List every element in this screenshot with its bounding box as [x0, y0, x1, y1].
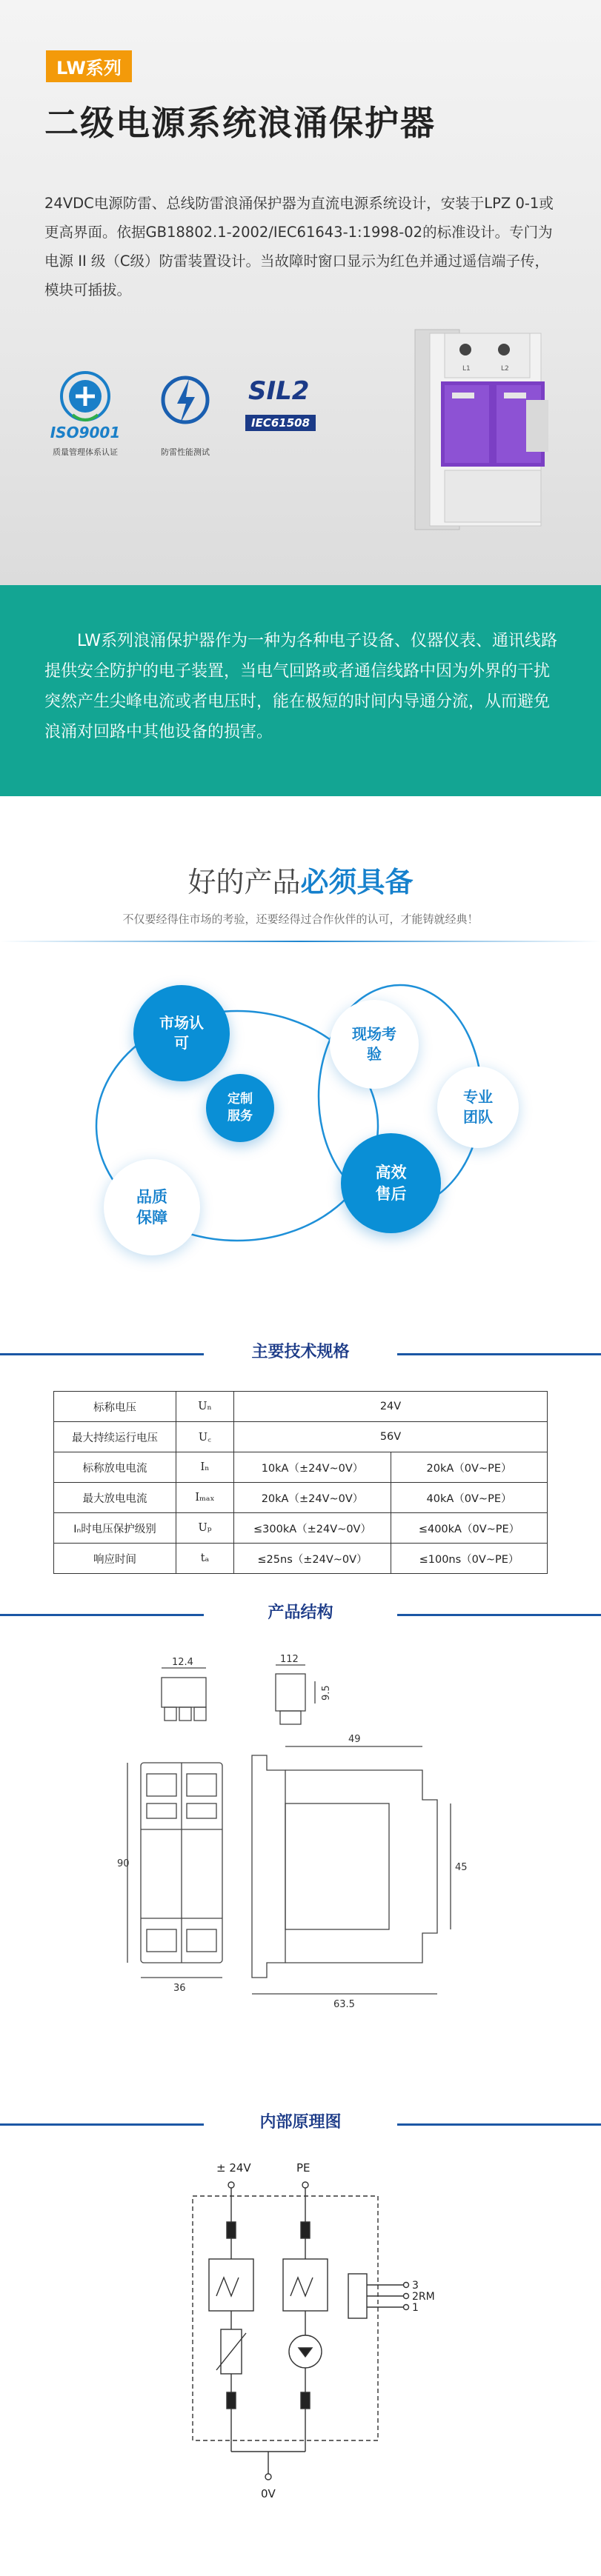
- series-badge: LW系列: [46, 50, 132, 82]
- spec-symbol: Iₙ: [176, 1452, 234, 1483]
- certification-row: [44, 363, 326, 467]
- terminal-3: 3: [412, 2280, 419, 2292]
- must-have-subtitle: 不仅要经得住市场的考验，还要经得过合作伙伴的认可，才能铸就经典！: [122, 912, 479, 926]
- spec-symbol: Uₚ: [176, 1513, 234, 1544]
- sil-standard: IEC61508: [245, 415, 316, 431]
- spec-name: 最大持续运行电压: [54, 1422, 176, 1452]
- spec-title: 主要技术规格: [251, 1343, 350, 1361]
- spec-value-1: 20kA（±24V~0V）: [234, 1483, 391, 1513]
- bubble-quality: 品质保障: [104, 1159, 200, 1255]
- must-have-title-a: 好的产品: [187, 866, 301, 898]
- sil-logo-text: SIL2: [248, 376, 310, 406]
- spec-row: [54, 1544, 548, 1574]
- spec-table: [53, 1391, 548, 1574]
- terminal-plus24: ± 24V: [216, 2161, 251, 2175]
- lightning-shield-icon: [145, 363, 226, 444]
- spec-symbol: Iₘₐₓ: [176, 1483, 234, 1513]
- spec-row: [54, 1392, 548, 1422]
- must-have-title: [0, 859, 601, 900]
- bubble-efficient: 高效售后: [341, 1133, 441, 1233]
- spec-symbol: U꜀: [176, 1422, 234, 1452]
- iso-logo-text: ISO9001: [50, 424, 121, 441]
- spec-value: 56V: [234, 1422, 548, 1452]
- spec-name: 响应时间: [54, 1544, 176, 1574]
- product-image: [400, 311, 578, 548]
- spec-value-2: ≤100ns（0V~PE）: [391, 1544, 548, 1574]
- spec-symbol: Uₙ: [176, 1392, 234, 1422]
- principle-diagram: [163, 2155, 474, 2503]
- terminal-2rm: 2RM: [412, 2291, 435, 2303]
- principle-header: [0, 2109, 601, 2139]
- spec-value-2: 40kA（0V~PE）: [391, 1483, 548, 1513]
- dim-63-5: 63.5: [333, 1999, 355, 2010]
- spec-value-2: ≤400kA（0V~PE）: [391, 1513, 548, 1544]
- must-have-title-b: 必须具备: [300, 866, 414, 898]
- feature-bubbles: [0, 955, 601, 1289]
- iso-caption: 质量管理体系认证: [53, 447, 118, 457]
- device-label-l2: L2: [501, 365, 509, 373]
- spec-value: 24V: [234, 1392, 548, 1422]
- device-label-l1: L1: [462, 365, 471, 373]
- spec-name: 最大放电电流: [54, 1483, 176, 1513]
- structure-title: 产品结构: [268, 1604, 333, 1622]
- dim-36: 36: [173, 1983, 186, 1994]
- product-description: 24VDC电源防雷、总线防雷浪涌保护器为直流电源系统设计，安装于LPZ 0-1或更高界面。依据GB18802.1-2002/IEC61643-1:1998-02的标准设计。专门为电源 II 级（C级）防雷装置设计。当故障时窗口显示为红色并通过遥信端子传，模块可插拔。: [44, 195, 554, 298]
- dim-12-4: 12.4: [172, 1657, 193, 1668]
- spec-header: [0, 1339, 601, 1369]
- intro-text: LW系列浪涌保护器作为一种为各种电子设备、仪器仪表、通讯线路提供安全防护的电子装置，当电气回路或者通信线路中因为外界的干扰突然产生尖峰电流或者电压时，能在极短的时间内导通分流，从而避免浪涌对回路中其他设备的损害。: [44, 632, 557, 741]
- spec-value-2: 20kA（0V~PE）: [391, 1452, 548, 1483]
- bubble-team: 专业团队: [437, 1067, 519, 1148]
- spec-name: 标称放电电流: [54, 1452, 176, 1483]
- lightning-test-caption: 防雷性能测试: [161, 447, 210, 457]
- terminal-0v: 0V: [261, 2487, 276, 2500]
- structure-drawing: [111, 1652, 526, 2052]
- must-have-divider: [0, 941, 601, 942]
- dim-9-5: 9.5: [321, 1685, 332, 1701]
- dim-49: 49: [348, 1734, 361, 1745]
- bubble-custom: 定制服务: [206, 1074, 274, 1142]
- iso-cert: [44, 363, 126, 467]
- bubble-onsite: 现场考验: [330, 1000, 419, 1089]
- dim-90: 90: [117, 1858, 130, 1869]
- terminal-pe: PE: [296, 2161, 311, 2175]
- page-title: 二级电源系统浪涌保护器: [44, 103, 436, 143]
- spec-value-1: ≤300kA（±24V~0V）: [234, 1513, 391, 1544]
- spec-name: 标称电压: [54, 1392, 176, 1422]
- spec-row: [54, 1483, 548, 1513]
- spec-row: [54, 1513, 548, 1544]
- spec-symbol: tₐ: [176, 1544, 234, 1574]
- spec-value-1: 10kA（±24V~0V）: [234, 1452, 391, 1483]
- intro-section: [0, 585, 601, 796]
- spec-row: [54, 1452, 548, 1483]
- spec-row: [54, 1422, 548, 1452]
- spec-value-1: ≤25ns（±24V~0V）: [234, 1544, 391, 1574]
- principle-title: 内部原理图: [259, 2113, 342, 2132]
- bubble-market: 市场认可: [133, 985, 230, 1081]
- spec-name: Iₙ时电压保护级别: [54, 1513, 176, 1544]
- hero-section: [0, 0, 601, 585]
- sil-cert: [241, 363, 322, 467]
- structure-header: [0, 1600, 601, 1629]
- dim-112: 112: [280, 1654, 299, 1665]
- dim-45: 45: [455, 1862, 468, 1873]
- lightning-test-cert: [145, 363, 226, 467]
- terminal-1: 1: [412, 2302, 419, 2314]
